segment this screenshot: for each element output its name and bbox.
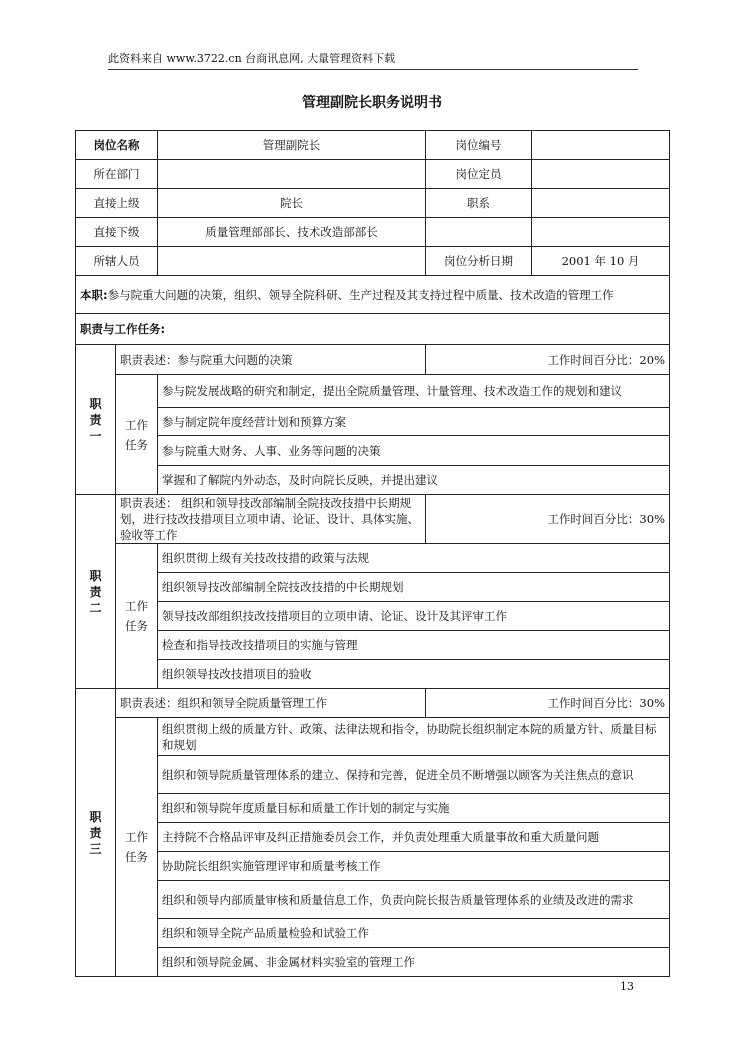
value-direct-superior: 院长 [158, 189, 426, 218]
task-item: 组织贯彻上级的质量方针、政策、法律法规和指令，协助院长组织制定本院的质量方针、质量目标和规划 [158, 718, 670, 756]
task-row [76, 852, 670, 881]
task-item: 组织和领导内部质量审核和质量信息工作，负责向院长报告质量管理体系的业绩及改进的需求 [158, 881, 670, 919]
task-item: 组织贯彻上级有关技改技措的政策与法规 [158, 544, 670, 573]
task-row [76, 436, 670, 466]
label-analysis-date: 岗位分析日期 [426, 247, 532, 276]
label-position-no: 岗位编号 [426, 131, 532, 160]
task-label [116, 718, 158, 977]
duty-label [76, 345, 116, 495]
task-label [116, 544, 158, 689]
label-department: 所在部门 [76, 160, 158, 189]
task-row [76, 948, 670, 977]
task-item: 检查和指导技改技措项目的实施与管理 [158, 631, 670, 660]
duty-statement-row [76, 689, 670, 718]
core-duty-row [76, 276, 670, 314]
value-department [158, 160, 426, 189]
task-item: 组织和领导院质量管理体系的建立、保持和完善，促进全员不断增强以顾客为关注焦点的意识 [158, 756, 670, 794]
label-direct-subordinate: 直接下级 [76, 218, 158, 247]
duty-label [76, 689, 116, 977]
task-row [76, 823, 670, 852]
value-job-series [532, 189, 670, 218]
empty-cell [426, 218, 532, 247]
info-row-4 [76, 218, 670, 247]
task-item: 组织和领导院年度质量目标和质量工作计划的制定与实施 [158, 794, 670, 823]
value-position-name: 管理副院长 [158, 131, 426, 160]
task-row [76, 794, 670, 823]
task-row [76, 408, 670, 436]
task-row [76, 881, 670, 919]
value-headcount [532, 160, 670, 189]
label-position-name: 岗位名称 [76, 131, 158, 160]
duty-statement-row [76, 345, 670, 375]
task-row [76, 631, 670, 660]
label-job-series: 职系 [426, 189, 532, 218]
info-row-2 [76, 160, 670, 189]
job-description-table [75, 130, 670, 977]
task-row [76, 573, 670, 602]
task-label [116, 375, 158, 495]
task-row [76, 375, 670, 408]
task-item: 组织和领导院金属、非金属材料实验室的管理工作 [158, 948, 670, 977]
value-analysis-date: 2001 年 10 月 [532, 247, 670, 276]
value-staff [158, 247, 426, 276]
task-label-text: 工作任务 [125, 830, 148, 864]
duty-statement: 职责表述：组织和领导全院质量管理工作 [116, 689, 426, 718]
label-staff: 所辖人员 [76, 247, 158, 276]
task-item: 组织和领导全院产品质量检验和试验工作 [158, 919, 670, 948]
task-item: 协助院长组织实施管理评审和质量考核工作 [158, 852, 670, 881]
duty-statement: 职责表述：参与院重大问题的决策 [116, 345, 426, 375]
task-item: 掌握和了解院内外动态，及时向院长反映，并提出建议 [158, 466, 670, 495]
task-row [76, 718, 670, 756]
task-item: 组织领导技改技措项目的验收 [158, 660, 670, 689]
task-row [76, 544, 670, 573]
duty-label-text: 职责一 [89, 396, 102, 443]
value-direct-subordinate: 质量管理部部长、技术改造部部长 [158, 218, 426, 247]
duty-time-percent: 工作时间百分比：30% [426, 689, 670, 718]
empty-cell [532, 218, 670, 247]
document-title: 管理副院长职务说明书 [302, 95, 442, 111]
value-position-no [532, 131, 670, 160]
duty-label [76, 495, 116, 689]
task-item: 参与院发展战略的研究和制定，提出全院质量管理、计量管理、技术改造工作的规划和建议 [158, 375, 670, 408]
core-duty-label: 本职: [80, 287, 108, 302]
task-label-text: 工作任务 [125, 599, 148, 633]
task-item: 参与院重大财务、人事、业务等问题的决策 [158, 436, 670, 466]
duty-statement-row [76, 495, 670, 544]
task-item: 参与制定院年度经营计划和预算方案 [158, 408, 670, 436]
task-row [76, 602, 670, 631]
duty-label-text: 职责三 [89, 809, 102, 856]
task-item: 组织领导技改部编制全院技改技措的中长期规划 [158, 573, 670, 602]
info-row-3 [76, 189, 670, 218]
info-row-1 [76, 131, 670, 160]
task-row [76, 660, 670, 689]
duty-time-percent: 工作时间百分比：20% [426, 345, 670, 375]
page-header: 此资料来自 www.3722.cn 台商讯息网, 大量管理资料下载 [108, 52, 638, 70]
task-item: 领导技改部组织技改技措项目的立项申请、论证、设计及其评审工作 [158, 602, 670, 631]
core-duty-cell [76, 276, 670, 314]
task-item: 主持院不合格品评审及纠正措施委员会工作，并负责处理重大质量事故和重大质量问题 [158, 823, 670, 852]
duty-heading: 职责与工作任务: [76, 314, 670, 345]
task-row [76, 919, 670, 948]
page-number: 13 [620, 980, 634, 993]
info-row-5 [76, 247, 670, 276]
duty-statement: 职责表述： 组织和领导技改部编制全院技改技措中长期规划，进行技改技措项目立项申请、论证、设计、具体实施、验收等工作 [116, 495, 426, 544]
core-duty-text: 参与院重大问题的决策，组织、领导全院科研、生产过程及其支持过程中质量、技术改造的管理工作 [107, 287, 614, 302]
task-row [76, 756, 670, 794]
task-row [76, 466, 670, 495]
label-direct-superior: 直接上级 [76, 189, 158, 218]
duty-heading-row [76, 314, 670, 345]
task-label-text: 工作任务 [125, 417, 148, 452]
label-headcount: 岗位定员 [426, 160, 532, 189]
duty-time-percent: 工作时间百分比：30% [426, 495, 670, 544]
duty-label-text: 职责二 [89, 568, 102, 615]
